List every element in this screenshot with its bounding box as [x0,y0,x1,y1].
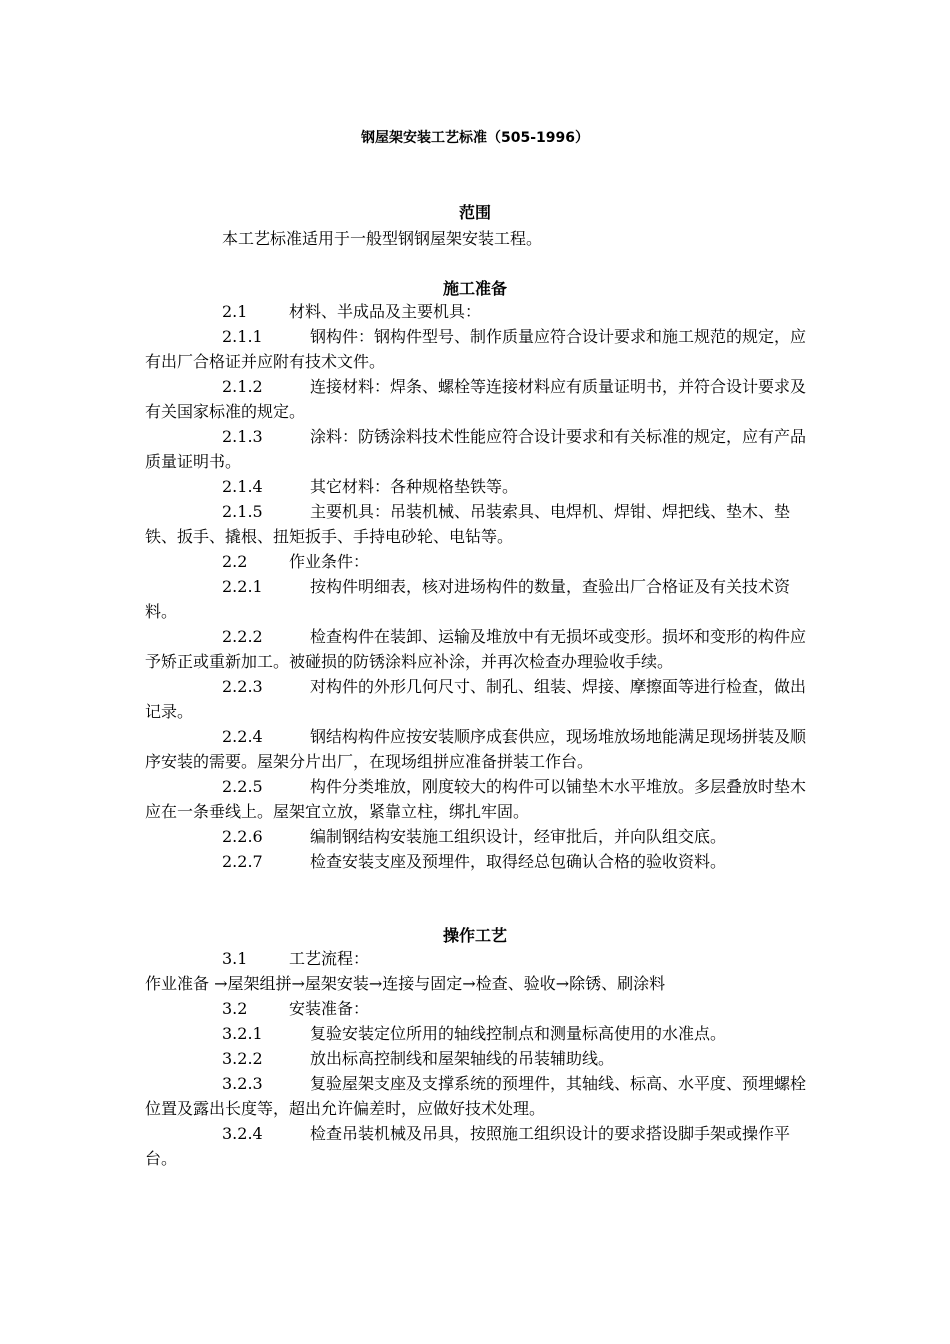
clause-text: 放出标高控制线和屋架轴线的吊装辅助线。 [310,1049,615,1068]
section-scope-body [145,226,810,251]
clause-text: 钢构件：钢构件型号、制作质量应符合设计要求和施工规范的规定，应有出厂合格证并应附有技术文件。 [145,327,807,371]
clause-2-1-1 [145,324,810,374]
clause-2-2-2 [145,624,810,674]
clause-text: 工艺流程： [289,949,370,968]
clause-3-2 [145,996,810,1021]
clause-number: 2.2.7 [222,852,263,871]
clause-number: 2.1.4 [222,477,263,496]
clause-2-1-2 [145,374,810,424]
clause-text: 连接材料：焊条、螺栓等连接材料应有质量证明书，并符合设计要求及有关国家标准的规定。 [145,377,807,421]
clause-text: 编制钢结构安装施工组织设计，经审批后，并向队组交底。 [310,827,727,846]
clause-number: 2.1 [222,302,248,321]
section-preparation-body [145,299,810,874]
clause-2-1-5 [145,499,810,549]
process-flow: 作业准备 →屋架组拼→屋架安装→连接与固定→检查、验收→除锈、刷涂料 [145,974,666,993]
clause-2-2 [145,549,810,574]
clause-text: 对构件的外形几何尺寸、制孔、组装、焊接、摩擦面等进行检查，做出记录。 [145,677,807,721]
clause-number: 2.2.4 [222,727,263,746]
clause-number: 2.2.3 [222,677,263,696]
clause-text: 构件分类堆放，刚度较大的构件可以铺垫木水平堆放。多层叠放时垫木应在一条垂线上。屋架宜立放，紧靠立柱，绑扎牢固。 [145,777,807,821]
clause-text: 作业条件： [289,552,370,571]
clause-number: 3.2.4 [222,1124,263,1143]
section-heading-preparation: 施工准备 [442,279,507,298]
section-heading-scope: 范围 [458,203,491,222]
clause-2-2-4 [145,724,810,774]
clause-number: 3.2.1 [222,1024,263,1043]
clause-text: 其它材料：各种规格垫铁等。 [310,477,519,496]
clause-text: 安装准备： [289,999,370,1018]
clause-2-1-3 [145,424,810,474]
clause-number: 3.1 [222,949,248,968]
clause-3-2-3 [145,1071,810,1121]
clause-number: 2.1.1 [222,327,263,346]
clause-number: 2.2.2 [222,627,263,646]
clause-3-2-4 [145,1121,810,1171]
clause-2-2-5 [145,774,810,824]
clause-text: 检查吊装机械及吊具，按照施工组织设计的要求搭设脚手架或操作平台。 [145,1124,791,1168]
clause-number: 3.2.3 [222,1074,263,1093]
clause-text: 主要机具：吊装机械、吊装索具、电焊机、焊钳、焊把线、垫木、垫铁、扳手、撬根、扭矩扳手、手持电砂轮、电钻等。 [145,502,791,546]
clause-number: 2.1.5 [222,502,263,521]
clause-number: 2.2.5 [222,777,263,796]
clause-number: 2.1.2 [222,377,263,396]
clause-text: 材料、半成品及主要机具： [289,302,482,321]
clause-text: 复验屋架支座及支撑系统的预埋件，其轴线、标高、水平度、预埋螺栓位置及露出长度等，超出允许偏差时，应做好技术处理。 [145,1074,807,1118]
clause-number: 2.2.1 [222,577,263,596]
clause-text: 涂料：防锈涂料技术性能应符合设计要求和有关标准的规定，应有产品质量证明书。 [145,427,807,471]
clause-text: 检查构件在装卸、运输及堆放中有无损坏或变形。损坏和变形的构件应予矫正或重新加工。被碰损的防锈涂料应补涂，并再次检查办理验收手续。 [145,627,807,671]
clause-3-1 [145,946,810,971]
clause-number: 2.2.6 [222,827,263,846]
document-title: 钢屋架安装工艺标准（505-1996） [361,130,589,146]
scope-paragraph: 本工艺标准适用于一般型钢钢屋架安装工程。 [222,229,543,248]
clause-number: 2.1.3 [222,427,263,446]
clause-2-2-1 [145,574,810,624]
clause-2-2-6 [145,824,810,849]
clause-3-2-2 [145,1046,810,1071]
clause-3-2-1 [145,1021,810,1046]
clause-number: 2.2 [222,552,248,571]
section-heading-operation: 操作工艺 [442,926,507,945]
clause-text: 复验安装定位所用的轴线控制点和测量标高使用的水准点。 [310,1024,727,1043]
clause-2-1-4 [145,474,810,499]
clause-2-1 [145,299,810,324]
clause-text: 检查安装支座及预埋件，取得经总包确认合格的验收资料。 [310,852,727,871]
clause-number: 3.2.2 [222,1049,263,1068]
clause-text: 钢结构构件应按安装顺序成套供应，现场堆放场地能满足现场拼装及顺序安装的需要。屋架分片出厂，在现场组拼应准备拼装工作台。 [145,727,807,771]
clause-2-2-3 [145,674,810,724]
clause-2-2-7 [145,849,810,874]
clause-text: 按构件明细表，核对进场构件的数量，查验出厂合格证及有关技术资料。 [145,577,791,621]
clause-number: 3.2 [222,999,248,1018]
section-operation-body [145,946,810,1171]
